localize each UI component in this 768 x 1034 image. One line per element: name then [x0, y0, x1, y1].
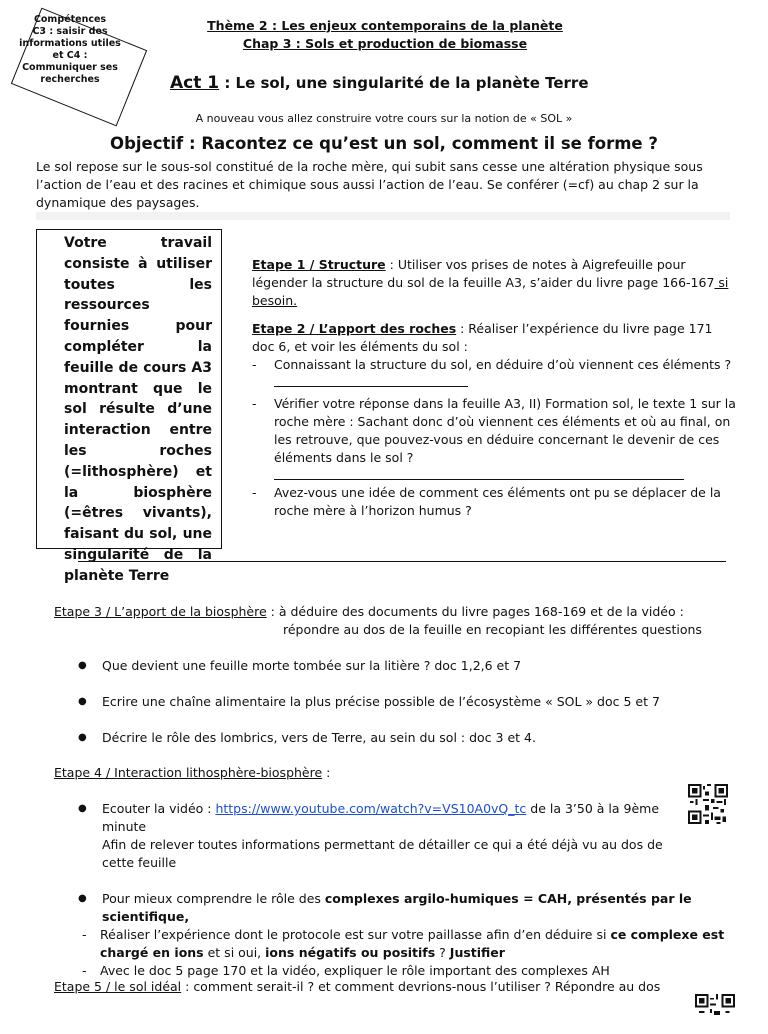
theme-title: Thème 2 : Les enjeux contemporains de la planète — [207, 18, 563, 33]
activity-title: Act 1 : Le sol, une singularité de la planète Terre — [170, 73, 589, 93]
objective-heading: Objectif : Racontez ce qu’est un sol, comment il se forme ? — [110, 134, 658, 153]
answer-line[interactable] — [274, 467, 684, 480]
etape2: Etape 2 / L’apport des roches : Réaliser l’expérience du livre page 171 doc 6, et voir les éléments du sol : — [252, 321, 713, 354]
qr-code-graphic — [688, 784, 728, 824]
etape2-item: - Vérifier votre réponse dans la feuille A3, II) Formation sol, le texte 1 sur la roche mère : Sachant donc d’où viennent ces éléments et où au final, on les retrouve, que pouvez-vous en déduire concernant le devenir de ces éléments dans le sol ? — [252, 396, 736, 465]
qr-code-icon[interactable] — [695, 994, 735, 1034]
qr-code-graphic — [695, 994, 735, 1034]
competences-label: Compétences C3 : saisir des informations utiles et C4 : Communiquer ses recherches — [19, 14, 121, 85]
video-link[interactable]: https://www.youtube.com/watch?v=VS10A0vQ_tc — [215, 801, 527, 816]
etape3-heading: Etape 3 / L’apport de la biosphère — [54, 604, 267, 619]
etape3-bullet: ● Décrire le rôle des lombrics, vers de Terre, au sein du sol : doc 3 et 4. — [78, 730, 536, 745]
cah-subitem: - Réaliser l’expérience dont le protocole est sur votre paillasse afin d’en déduire si ce complexe est chargé en ions et si oui, ions négatifs ou positifs ? Justifier — [82, 927, 725, 960]
activity-label: Act 1 — [170, 73, 220, 93]
steps-1-2 — [252, 256, 736, 520]
work-instructions-text: Votre travail consiste à utiliser toutes les ressources fournies pour compléter la feuille de cours A3 montrant que le sol résulte d’une interaction entre les roches (=lithosphère) et la biosphère (=êtres vivants), faisant du sol, une singularité de la planète Terre — [64, 235, 212, 584]
intro-line: A nouveau vous allez construire votre cours sur la notion de « SOL » — [195, 112, 573, 125]
video-bullet: ● Ecouter la vidéo : https://www.youtube.com/watch?v=VS10A0vQ_tc de la 3’50 à la 9ème minute Afin de relever toutes informations permettant de détailler ce qui a été déjà vu au dos de cette feuille — [78, 801, 663, 870]
etape3: Etape 3 / L’apport de la biosphère : à déduire des documents du livre pages 168-169 et de la vidéo : répondre au dos de la feuille en recopiant les différentes questions ● Que devient une feuille morte tombée sur la litière ? doc 1,2,6 et 7 ● Ecrire une chaîne alimentaire la plus précise possible de l’écosystème « SOL » doc 5 et 7 ● Décrire le rôle des lombrics, vers de Terre, au sein du sol : doc 3 et 4. — [54, 603, 744, 747]
etape5-heading: Etape 5 / le sol idéal — [54, 979, 182, 994]
theme-heading — [170, 17, 600, 53]
etape4-heading: Etape 4 / Interaction lithosphère-biosphère — [54, 765, 323, 780]
etape3-bullet: ● Que devient une feuille morte tombée sur la litière ? doc 1,2,6 et 7 — [78, 658, 522, 673]
qr-code-icon[interactable] — [688, 784, 728, 824]
cah-bullet: ● Pour mieux comprendre le rôle des complexes argilo-humiques = CAH, présentés par le scientifique, — [78, 891, 692, 924]
etape4: Etape 4 / Interaction lithosphère-biosphère : ● Ecouter la vidéo : https://www.youtube.com/watch?v=VS10A0vQ_tc de la 3’50 à la 9ème minute Afin de relever toutes informations permettant de détailler ce qui a été déjà vu au dos de cette feuille ● Pour mieux comprendre le rôle des complexes argilo-humiques = CAH, présentés par le scientifique, - Réaliser l’expérience dont le protocole est sur votre paillasse afin d’en déduire si ce complexe est chargé en ions et si oui, ions négatifs ou positifs ? Justifier - Avec le doc 5 page 170 et la vidéo, expliquer le rôle important des complexes AH — [54, 764, 744, 980]
etape5: Etape 5 / le sol idéal : comment serait-il ? et comment devrions-nous l’utiliser ? Répondre au dos — [54, 979, 661, 994]
etape1: Etape 1 / Structure : Utiliser vos prises de notes à Aigrefeuille pour légender la structure du sol de la feuille A3, s’aider du livre page 166-167 si besoin. — [252, 257, 729, 308]
etape2-heading: Etape 2 / L’apport des roches — [252, 321, 457, 336]
etape2-item: - Connaissant la structure du sol, en déduire d’où viennent ces éléments ? — [252, 357, 732, 372]
etape1-heading: Etape 1 / Structure — [252, 257, 386, 272]
cah-subitem: - Avec le doc 5 page 170 et la vidéo, expliquer le rôle important des complexes AH — [82, 963, 610, 978]
divider-line — [78, 561, 726, 562]
answer-line[interactable] — [274, 374, 468, 387]
etape3-bullet: ● Ecrire une chaîne alimentaire la plus précise possible de l’écosystème « SOL » doc 5 et 7 — [78, 694, 660, 709]
separator-band — [36, 212, 730, 220]
chapter-title: Chap 3 : Sols et production de biomasse — [242, 36, 528, 51]
etape2-item: - Avez-vous une idée de comment ces éléments ont pu se déplacer de la roche mère à l’horizon humus ? — [252, 485, 721, 518]
intro-paragraph: Le sol repose sur le sous-sol constitué de la roche mère, qui subit sans cesse une altération physique sous l’action de l’eau et des racines et chimique sous aussi l’action de l’eau. Se conférer (=cf) au chap 2 sur la dynamique des paysages. — [36, 159, 703, 210]
